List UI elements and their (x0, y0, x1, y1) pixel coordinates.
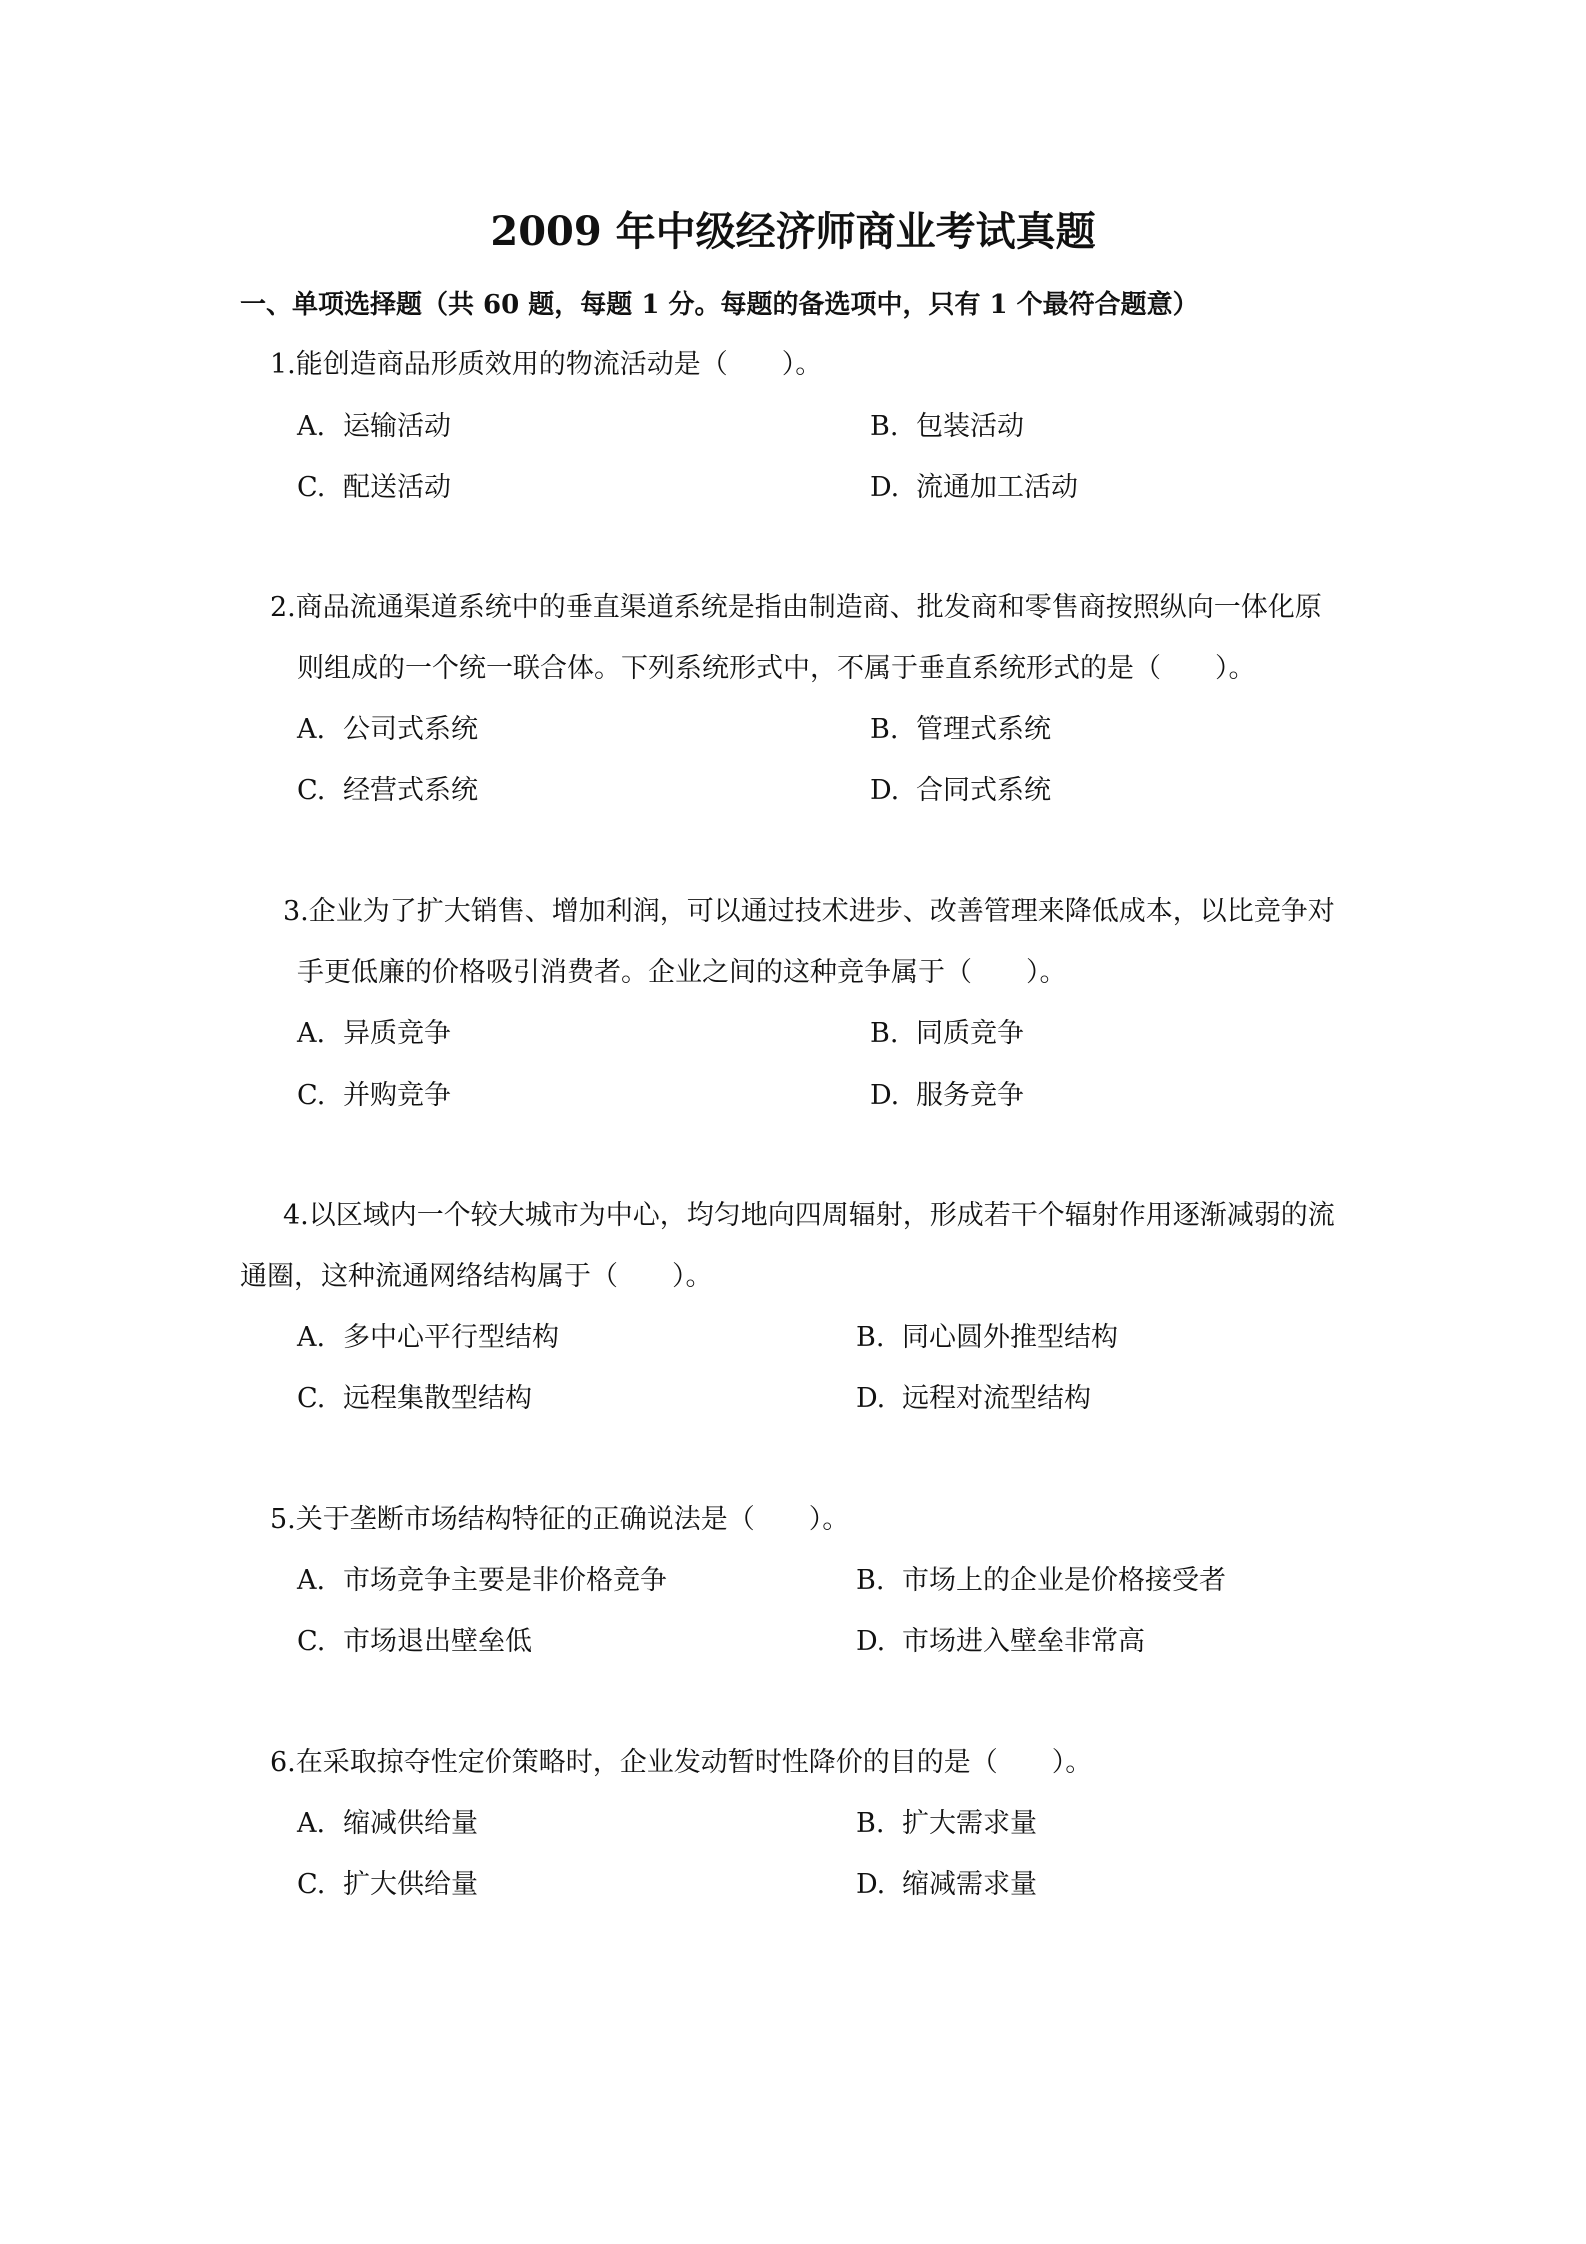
option-letter: C. (297, 1383, 326, 1414)
option-letter: D. (856, 1869, 886, 1900)
question-1-stem: 1.能创造商品形质效用的物流活动是（ ）。 (270, 349, 823, 380)
option-text: 配送活动 (343, 472, 451, 503)
question-3-option-b[interactable] (870, 1016, 1024, 1052)
question-2-stem: 2.商品流通渠道系统中的垂直渠道系统是指由制造商、批发商和零售商按照纵向一体化原 (270, 592, 1322, 623)
option-letter: C. (297, 1869, 326, 1900)
option-letter: A. (297, 1808, 326, 1839)
question-5-option-c[interactable] (297, 1624, 532, 1660)
question-4-option-d[interactable] (856, 1381, 1091, 1417)
option-text: 包装活动 (916, 411, 1024, 442)
option-letter: B. (856, 1808, 885, 1839)
option-letter: D. (856, 1626, 886, 1657)
question-4-stem-cont: 通圈，这种流通网络结构属于（ ）。 (240, 1261, 713, 1292)
question-2-option-d[interactable] (870, 773, 1051, 809)
question-5-option-b[interactable] (856, 1563, 1226, 1599)
question-4-option-b[interactable] (856, 1320, 1118, 1356)
option-letter: B. (870, 714, 899, 745)
option-text: 同质竞争 (916, 1018, 1024, 1049)
option-text: 流通加工活动 (916, 472, 1078, 503)
question-5-stem: 5.关于垄断市场结构特征的正确说法是（ ）。 (270, 1504, 850, 1535)
question-2-option-b[interactable] (870, 712, 1051, 748)
question-3-stem: 3.企业为了扩大销售、增加利润，可以通过技术进步、改善管理来降低成本，以比竞争对 (283, 896, 1335, 927)
page-title: 2009 年中级经济师商业考试真题 (490, 208, 1096, 255)
question-3-option-d[interactable] (870, 1078, 1024, 1114)
question-4-option-a[interactable] (297, 1320, 559, 1356)
option-text: 扩大供给量 (343, 1869, 478, 1900)
option-text: 公司式系统 (343, 714, 478, 745)
option-letter: B. (870, 411, 899, 442)
question-5-option-d[interactable] (856, 1624, 1145, 1660)
option-text: 多中心平行型结构 (343, 1322, 559, 1353)
option-text: 市场竞争主要是非价格竞争 (343, 1565, 667, 1596)
option-letter: B. (856, 1565, 885, 1596)
section-heading: 一、单项选择题（共 60 题，每题 1 分。每题的备选项中，只有 1 个最符合题意） (240, 290, 1199, 320)
option-text: 同心圆外推型结构 (902, 1322, 1118, 1353)
option-text: 缩减需求量 (902, 1869, 1037, 1900)
option-letter: B. (870, 1018, 899, 1049)
question-6-option-c[interactable] (297, 1867, 478, 1903)
option-letter: D. (870, 1080, 900, 1111)
option-letter: D. (856, 1383, 886, 1414)
option-letter: A. (297, 714, 326, 745)
question-6-option-a[interactable] (297, 1806, 478, 1842)
option-text: 缩减供给量 (343, 1808, 478, 1839)
option-letter: A. (297, 1565, 326, 1596)
question-3-stem-cont: 手更低廉的价格吸引消费者。企业之间的这种竞争属于（ ）。 (297, 957, 1067, 988)
option-letter: C. (297, 775, 326, 806)
option-letter: C. (297, 472, 326, 503)
option-text: 异质竞争 (343, 1018, 451, 1049)
question-2-option-c[interactable] (297, 773, 478, 809)
question-4-stem: 4.以区域内一个较大城市为中心，均匀地向四周辐射，形成若干个辐射作用逐渐减弱的流 (283, 1200, 1335, 1231)
option-letter: A. (297, 1322, 326, 1353)
option-letter: A. (297, 1018, 326, 1049)
option-letter: C. (297, 1080, 326, 1111)
option-letter: A. (297, 411, 326, 442)
option-letter: D. (870, 775, 900, 806)
option-text: 远程集散型结构 (343, 1383, 532, 1414)
option-text: 合同式系统 (916, 775, 1051, 806)
question-5-option-a[interactable] (297, 1563, 667, 1599)
option-text: 扩大需求量 (902, 1808, 1037, 1839)
option-letter: C. (297, 1626, 326, 1657)
option-text: 经营式系统 (343, 775, 478, 806)
option-text: 管理式系统 (916, 714, 1051, 745)
question-3-option-a[interactable] (297, 1016, 451, 1052)
question-6-option-d[interactable] (856, 1867, 1037, 1903)
option-letter: D. (870, 472, 900, 503)
option-text: 远程对流型结构 (902, 1383, 1091, 1414)
option-text: 市场进入壁垒非常高 (902, 1626, 1145, 1657)
option-text: 运输活动 (343, 411, 451, 442)
question-2-stem-cont: 则组成的一个统一联合体。下列系统形式中，不属于垂直系统形式的是（ ）。 (297, 653, 1256, 684)
option-text: 并购竞争 (343, 1080, 451, 1111)
question-6-stem: 6.在采取掠夺性定价策略时，企业发动暂时性降价的目的是（ ）。 (270, 1747, 1093, 1778)
question-1-option-c[interactable] (297, 470, 451, 506)
question-3-option-c[interactable] (297, 1078, 451, 1114)
option-text: 市场退出壁垒低 (343, 1626, 532, 1657)
question-2-option-a[interactable] (297, 712, 478, 748)
question-6-option-b[interactable] (856, 1806, 1037, 1842)
question-1-option-a[interactable] (297, 409, 451, 445)
question-4-option-c[interactable] (297, 1381, 532, 1417)
question-1-option-d[interactable] (870, 470, 1078, 506)
question-1-option-b[interactable] (870, 409, 1024, 445)
option-text: 市场上的企业是价格接受者 (902, 1565, 1226, 1596)
option-letter: B. (856, 1322, 885, 1353)
option-text: 服务竞争 (916, 1080, 1024, 1111)
